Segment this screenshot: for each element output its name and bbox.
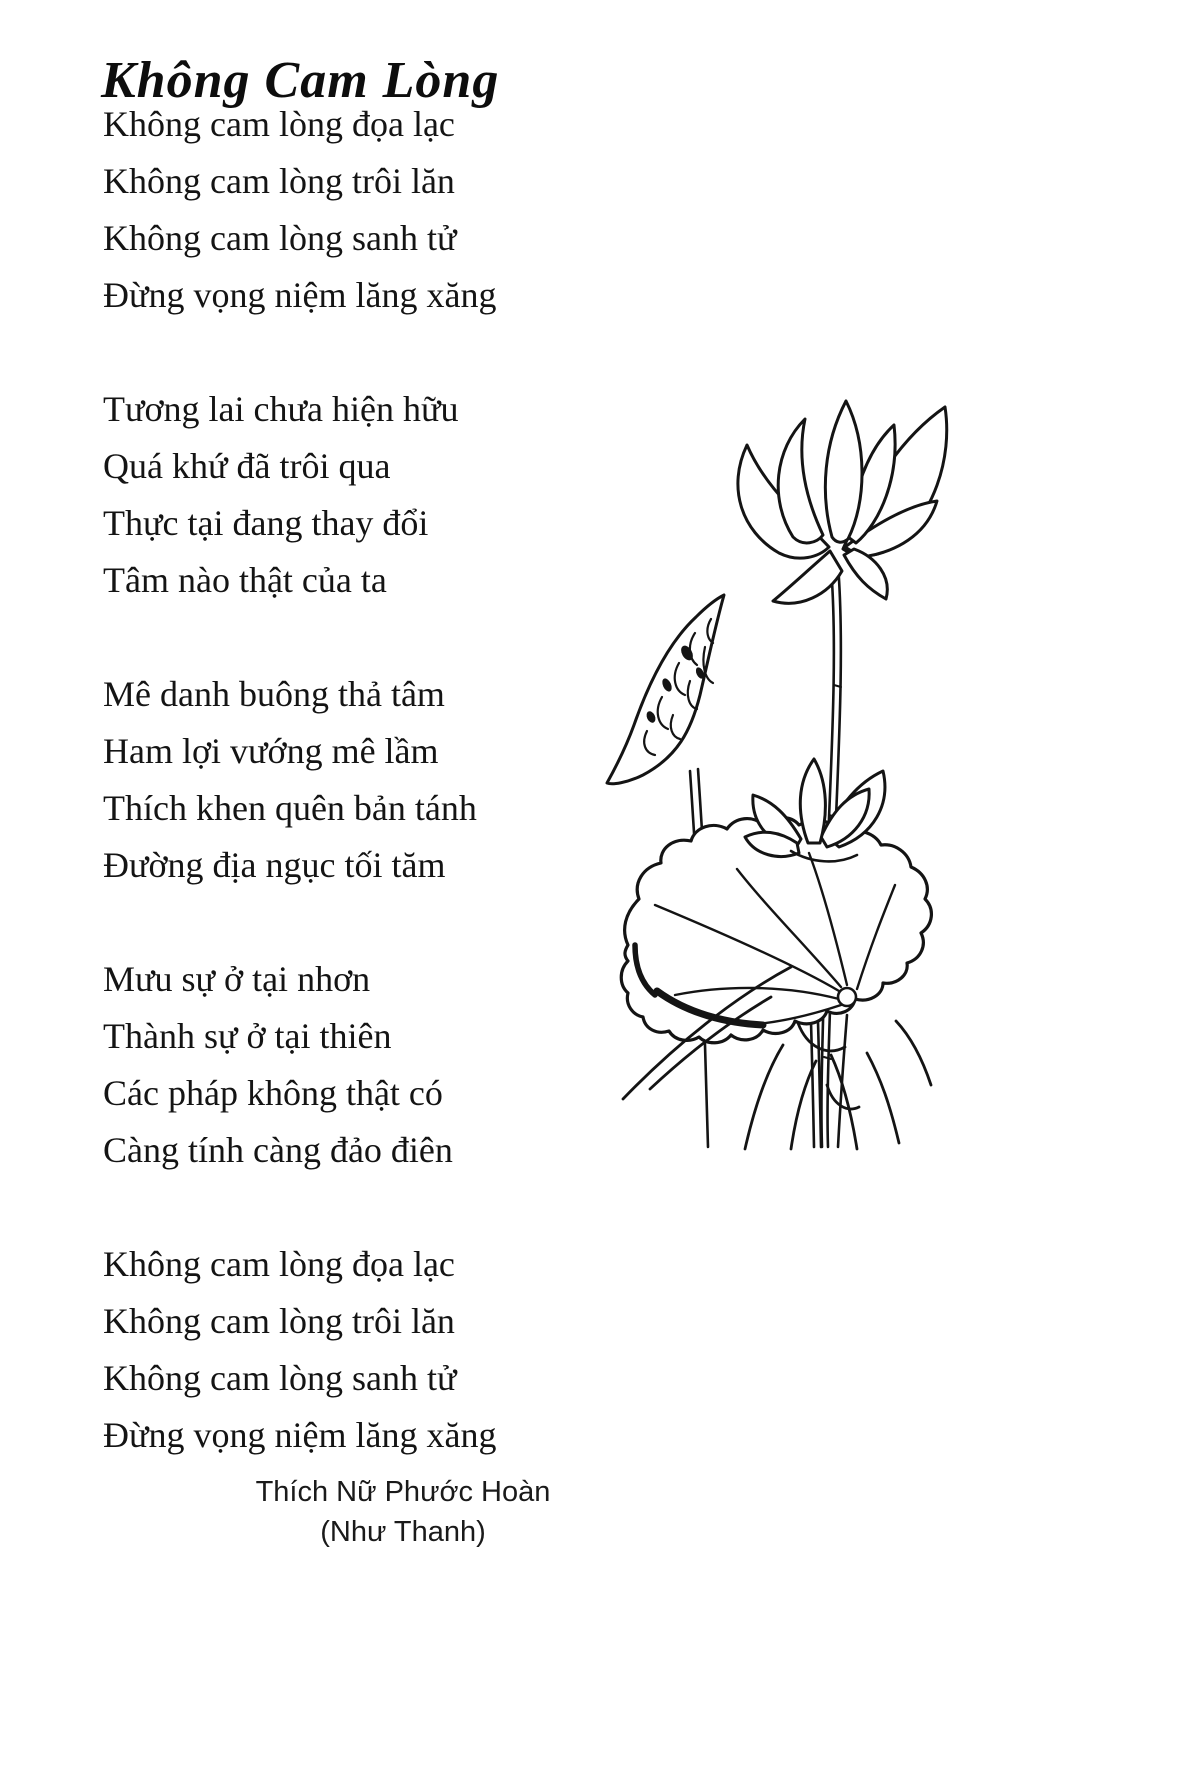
poem-line: Không cam lòng sanh tử (103, 1358, 457, 1398)
poem-line: Không cam lòng sanh tử (103, 218, 457, 258)
poem-line: Mưu sự ở tại nhơn (103, 959, 371, 999)
poem-line: Không cam lòng đọa lạc (103, 1244, 455, 1284)
author-name: Thích Nữ Phước Hoàn (255, 1476, 551, 1508)
signature-block (103, 1472, 703, 1552)
page-title: Không Cam Lòng (101, 51, 500, 109)
furled-leaf (607, 595, 724, 784)
stanza (103, 951, 496, 1179)
poem-line: Thích khen quên bản tánh (103, 788, 477, 828)
poem-line: Tâm nào thật của ta (103, 560, 387, 600)
poem-line: Không cam lòng trôi lăn (103, 161, 455, 201)
poem-line: Đừng vọng niệm lăng xăng (103, 1415, 497, 1455)
poem-line: Đường địa ngục tối tăm (103, 845, 446, 885)
top-lotus-flower (738, 401, 947, 603)
poem-line: Quá khứ đã trôi qua (103, 446, 391, 486)
poem-line: Không cam lòng đọa lạc (103, 104, 455, 144)
poem-line: Đừng vọng niệm lăng xăng (103, 275, 497, 315)
poem-line: Càng tính càng đảo điên (103, 1130, 453, 1170)
stanza (103, 666, 496, 894)
lotus-illustration (595, 385, 965, 1155)
stanza (103, 381, 496, 609)
poem-line: Không cam lòng trôi lăn (103, 1301, 455, 1341)
stanza (103, 96, 496, 324)
poem-line: Mê danh buông thả tâm (103, 674, 445, 714)
poem-line: Các pháp không thật có (103, 1073, 443, 1113)
poem-line: Thành sự ở tại thiên (103, 1016, 392, 1056)
poem-line: Tương lai chưa hiện hữu (103, 389, 459, 429)
author-alias: (Như Thanh) (320, 1516, 486, 1548)
poem-body (103, 96, 496, 1521)
stanza (103, 1236, 496, 1464)
poem-line: Thực tại đang thay đổi (103, 503, 429, 543)
poem-line: Ham lợi vướng mê lầm (103, 731, 439, 771)
